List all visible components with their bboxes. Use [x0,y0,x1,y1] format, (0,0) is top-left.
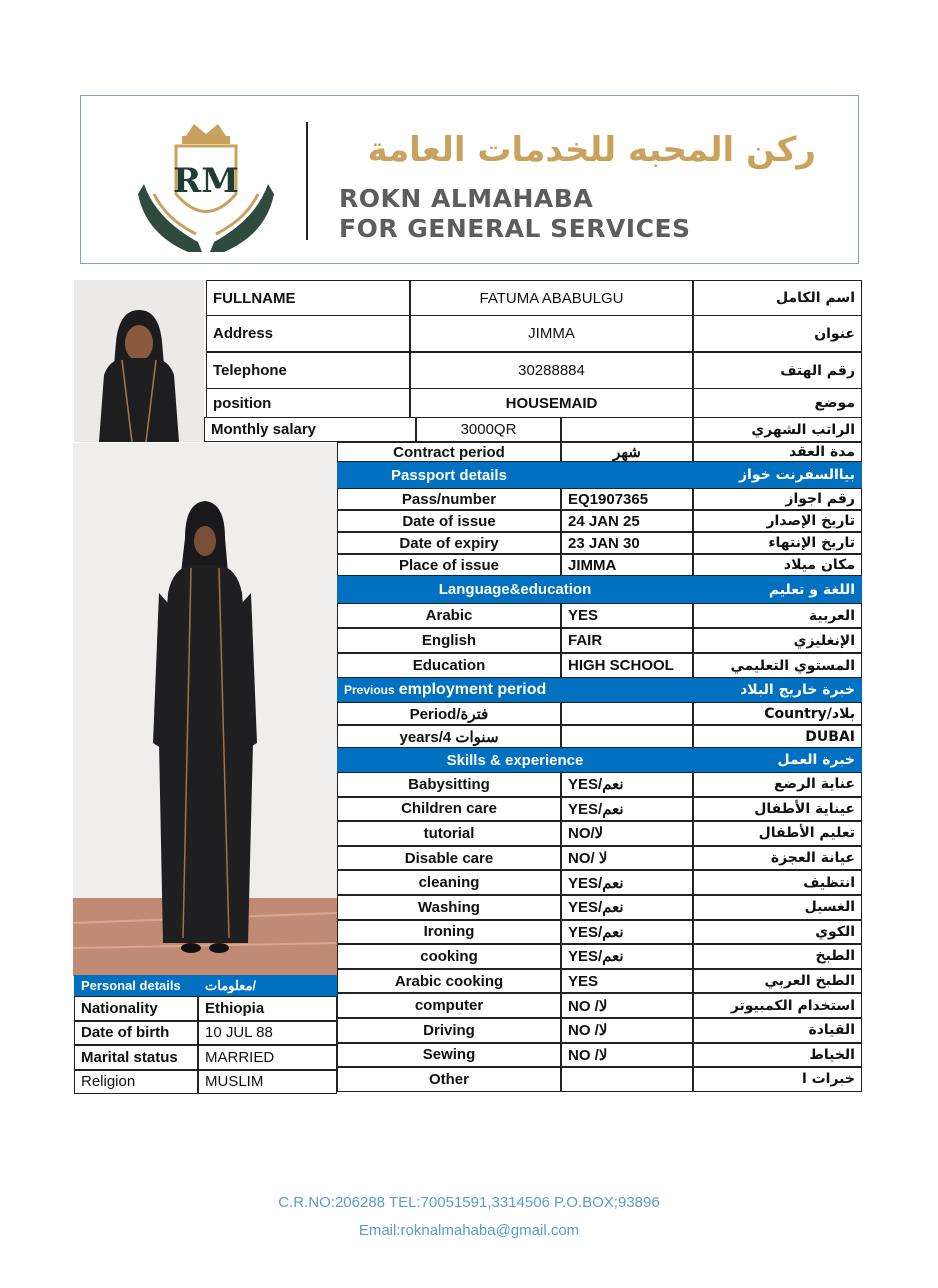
skill-row-arabic: خبرات ا [693,1067,862,1092]
employment-row-value [561,702,693,725]
field-label: Telephone [206,352,410,389]
passport-title: Passport details [337,462,561,488]
skill-row-label: Babysitting [337,772,561,797]
language-row-arabic: الإنغليزي [693,628,862,653]
personal-label: Date of birth [74,1021,198,1046]
skills-title: Skills & experience [337,748,693,772]
skill-row-value: YES/نعم [561,920,693,945]
passport-row-label: Pass/number [337,488,561,510]
contract-arabic: مدة العقد [693,442,862,462]
personal-title-arabic: معلومات/ [198,975,337,996]
employment-row-label: years/4 سنوات [337,725,561,748]
footer-email: Email:roknalmahaba@gmail.com [358,1222,580,1239]
portrait-photo [74,280,204,442]
personal-title: Personal details [74,975,198,996]
passport-row-value: 23 JAN 30 [561,532,693,554]
employment-row-arabic: DUBAI [693,725,862,748]
passport-row-value: 24 JAN 25 [561,510,693,532]
field-label-arabic: عنوان [693,315,862,352]
employment-row-value [561,725,693,748]
company-emblem-icon [136,124,276,254]
employment-title [337,678,693,702]
skill-row-value: YES/نعم [561,797,693,822]
employment-row-label: Period/فترة [337,702,561,725]
employment-title-prefix: Previous [344,683,395,697]
skill-row-arabic: الطبخ [693,944,862,969]
skill-row-label: Ironing [337,920,561,945]
contract-label: Contract period [337,442,561,462]
personal-value: 10 JUL 88 [198,1021,337,1046]
skill-row-label: Children care [337,797,561,822]
skill-row-value [561,1067,693,1092]
passport-title-arabic: بياالسفرنت خواز [693,462,862,488]
skill-row-value: NO /لا [561,993,693,1018]
skill-row-arabic: عناية الرضع [693,772,862,797]
personal-value: Ethiopia [198,996,337,1021]
skill-row-label: Washing [337,895,561,920]
field-value: FATUMA ABABULGU [410,280,693,316]
language-row-value: FAIR [561,628,693,653]
skill-row-arabic: الطبخ العربي [693,969,862,994]
personal-label: Nationality [74,996,198,1021]
skills-title-arabic: خبرة العمل [693,748,862,772]
passport-row-arabic: تاريخ الإصدار [693,510,862,532]
skill-row-arabic: الغسيل [693,895,862,920]
personal-label: Religion [74,1070,198,1095]
passport-row-label: Date of expiry [337,532,561,554]
field-value: 30288884 [410,352,693,389]
company-name-line2: FOR GENERAL SERVICES [339,214,691,243]
field-label-arabic: الراتب الشهري [693,417,862,442]
language-row-label: English [337,628,561,653]
employment-title-arabic: خبرة خاريج البلاد [693,678,862,702]
logo-divider [306,122,308,240]
full-body-photo [73,443,337,976]
passport-row-arabic: رقم اجواز [693,488,862,510]
skill-row-value: YES [561,969,693,994]
skill-row-value: YES/نعم [561,895,693,920]
passport-row-value: EQ1907365 [561,488,693,510]
skill-row-label: tutorial [337,821,561,846]
passport-row-value: JIMMA [561,554,693,576]
field-label: Monthly salary [204,417,416,442]
personal-value: MARRIED [198,1045,337,1070]
skill-row-value: YES/نعم [561,870,693,895]
passport-row-arabic: مكان ميلاد [693,554,862,576]
employment-title-main: employment period [398,681,547,698]
company-header-banner [80,95,859,264]
skill-row-label: Driving [337,1018,561,1043]
language-title: Language&education [337,576,693,603]
language-row-arabic: المستوي التعليمي [693,653,862,678]
skill-row-arabic: انتظيف [693,870,862,895]
personal-value: MUSLIM [198,1070,337,1095]
field-label-arabic: اسم الكامل [693,280,862,316]
company-name-line1: ROKN ALMAHABA [339,184,594,213]
skill-row-value: NO /لا [561,1043,693,1068]
emblem-letters: RM [173,161,239,201]
skill-row-arabic: الخياط [693,1043,862,1068]
language-row-arabic: العربية [693,603,862,628]
passport-row-label: Place of issue [337,554,561,576]
employment-row-arabic: Country/بلاد [693,702,862,725]
field-value: HOUSEMAID [410,388,693,418]
skill-row-label: cleaning [337,870,561,895]
skill-row-label: cooking [337,944,561,969]
field-label: Address [206,315,410,352]
field-label: FULLNAME [206,280,410,316]
passport-row-arabic: تاريخ الإنتهاء [693,532,862,554]
language-row-value: YES [561,603,693,628]
skill-row-value: NO/لا [561,821,693,846]
field-label: position [206,388,410,418]
skill-row-value: NO /لا [561,1018,693,1043]
skill-row-arabic: استخدام الكمبيوتر [693,993,862,1018]
field-label-arabic: موضع [693,388,862,418]
skill-row-arabic: تعليم الأطفال [693,821,862,846]
skill-row-label: Other [337,1067,561,1092]
skill-row-arabic: عيناية الأطفال [693,797,862,822]
language-title-arabic: اللغة و تعليم [693,576,862,603]
contract-value: شهر [561,442,693,462]
language-row-value: HIGH SCHOOL [561,653,693,678]
language-row-label: Arabic [337,603,561,628]
passport-row-label: Date of issue [337,510,561,532]
footer-contact: C.R.NO:206288 TEL:70051591,3314506 P.O.BOX;93896 [278,1194,660,1211]
company-name-arabic: ركن المحبه للخدمات العامة [367,130,816,170]
skill-row-arabic: الكوي [693,920,862,945]
skill-row-label: Disable care [337,846,561,871]
skill-row-arabic: القيادة [693,1018,862,1043]
empty-cell [561,417,693,442]
skill-row-label: computer [337,993,561,1018]
skill-row-label: Sewing [337,1043,561,1068]
personal-label: Marital status [74,1045,198,1070]
field-label-arabic: رقم الهتف [693,352,862,389]
field-value: JIMMA [410,315,693,352]
skill-row-value: YES/نعم [561,944,693,969]
skill-row-value: NO/ لا [561,846,693,871]
skill-row-label: Arabic cooking [337,969,561,994]
language-row-label: Education [337,653,561,678]
passport-title-fill [561,462,693,488]
field-value: 3000QR [416,417,561,442]
skill-row-arabic: عيانة العجزة [693,846,862,871]
skill-row-value: YES/نعم [561,772,693,797]
